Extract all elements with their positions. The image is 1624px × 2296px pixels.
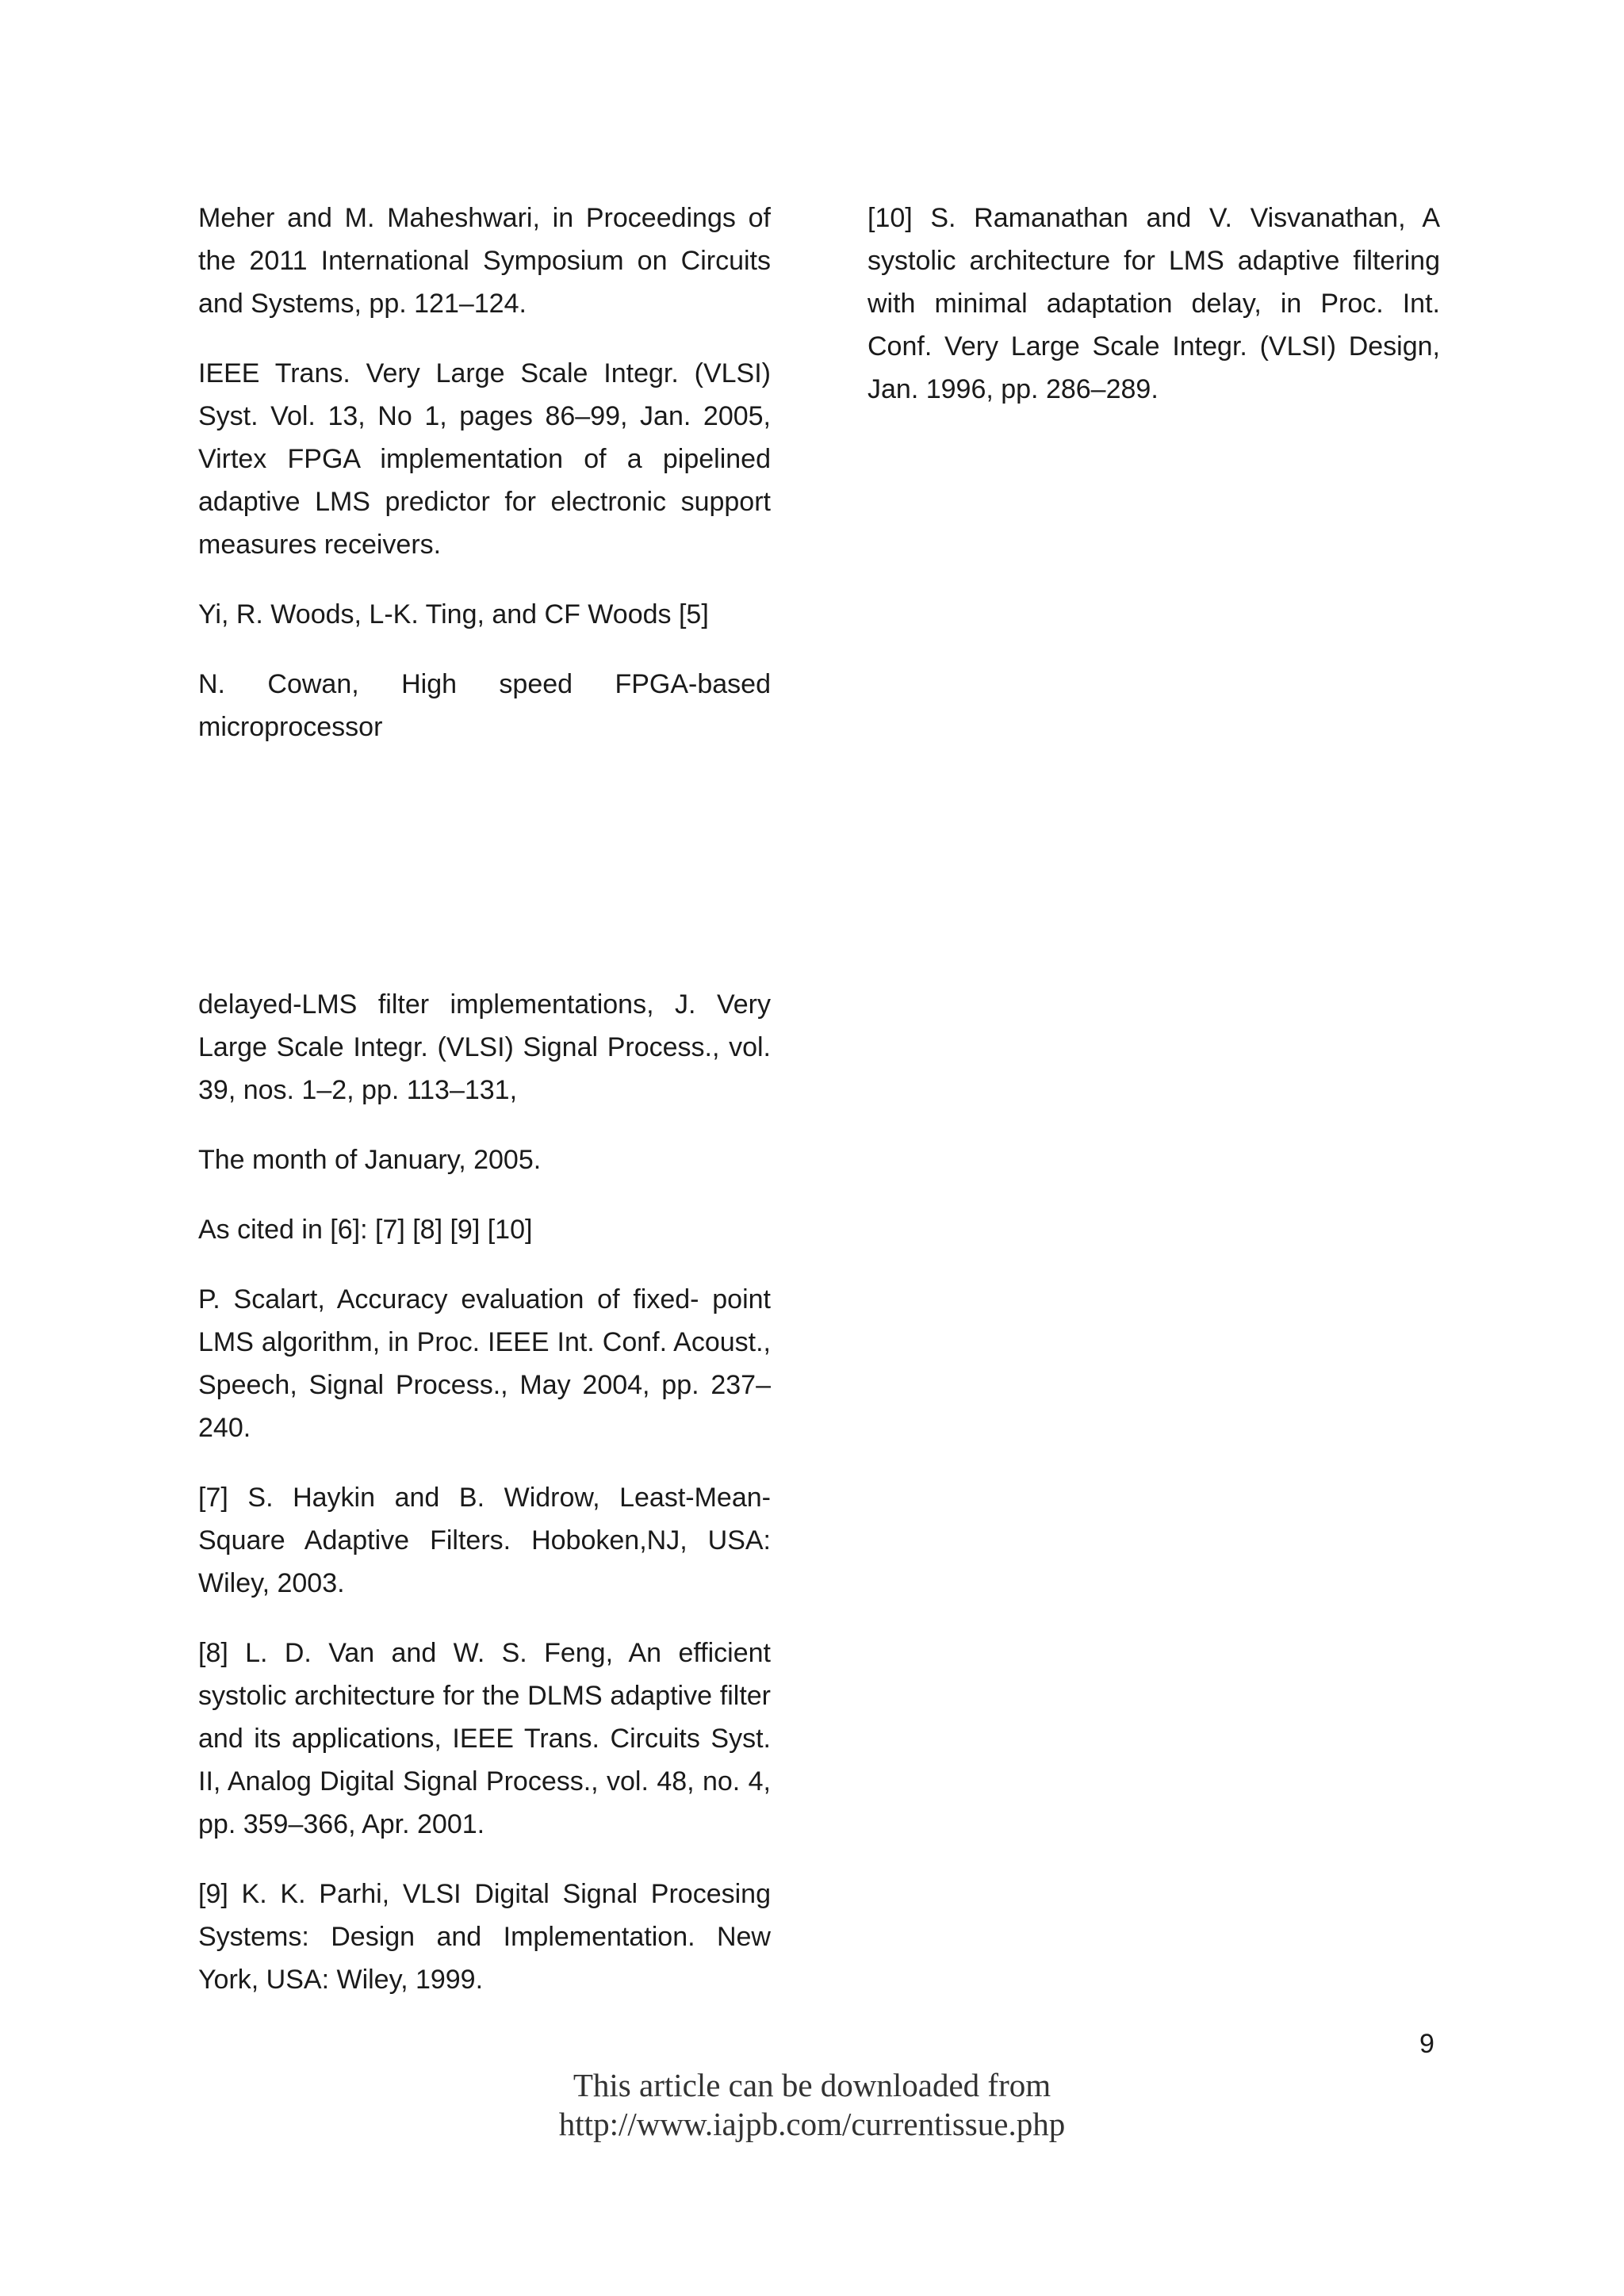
reference-text: [9] K. K. Parhi, VLSI Digital Signal Procesing Systems: Design and Implementation. New York, USA: Wiley, 1999. <box>198 1879 771 1995</box>
reference-text: N. Cowan, High speed FPGA-based microprocessor <box>198 669 771 742</box>
reference-text: IEEE Trans. Very Large Scale Integr. (VLSI) Syst. Vol. 13, No 1, pages 86–99, Jan. 2005, Virtex FPGA implementation of a pipelined adaptive LMS predictor for electronic support measures receivers. <box>198 358 771 560</box>
footer <box>0 2066 1624 2144</box>
reference-text: As cited in [6]: [7] [8] [9] [10] <box>198 1215 533 1245</box>
reference-text: Meher and M. Maheshwari, in Proceedings of the 2011 International Symposium on Circuits and Systems, pp. 121–124. <box>198 203 771 319</box>
reference-text: [7] S. Haykin and B. Widrow, Least-Mean-Square Adaptive Filters. Hoboken,NJ, USA: Wiley, 2003. <box>198 1483 771 1598</box>
reference-text: delayed-LMS filter implementations, J. Very Large Scale Integr. (VLSI) Signal Process., vol. 39, nos. 1–2, pp. 113–131, <box>198 989 771 1105</box>
reference-text: [8] L. D. Van and W. S. Feng, An efficient systolic architecture for the DLMS adaptive filter and its applications, IEEE Trans. Circuits Syst. II, Analog Digital Signal Process., vol. 48, no. 4, pp. 359–366, Apr. 2001. <box>198 1638 771 1839</box>
reference-text: The month of January, 2005. <box>198 1145 542 1175</box>
footer-line: This article can be downloaded from <box>573 2067 1051 2103</box>
reference-text: Yi, R. Woods, L-K. Ting, and CF Woods [5] <box>198 599 709 629</box>
right-column <box>868 197 1440 438</box>
reference-text: [10] S. Ramanathan and V. Visvanathan, A systolic architecture for LMS adaptive filtering with minimal adaptation delay, in Proc. Int. Conf. Very Large Scale Integr. (VLSI) Design, Jan. 1996, pp. 286–289. <box>868 203 1440 404</box>
left-column-bottom <box>198 983 771 2028</box>
reference-text: P. Scalart, Accuracy evaluation of fixed- point LMS algorithm, in Proc. IEEE Int. Conf. Acoust., Speech, Signal Process., May 2004, pp. 237–240. <box>198 1284 771 1443</box>
page-number: 9 <box>1419 2029 1434 2059</box>
left-column-top <box>198 197 771 775</box>
footer-url: http://www.iajpb.com/currentissue.php <box>558 2106 1066 2142</box>
